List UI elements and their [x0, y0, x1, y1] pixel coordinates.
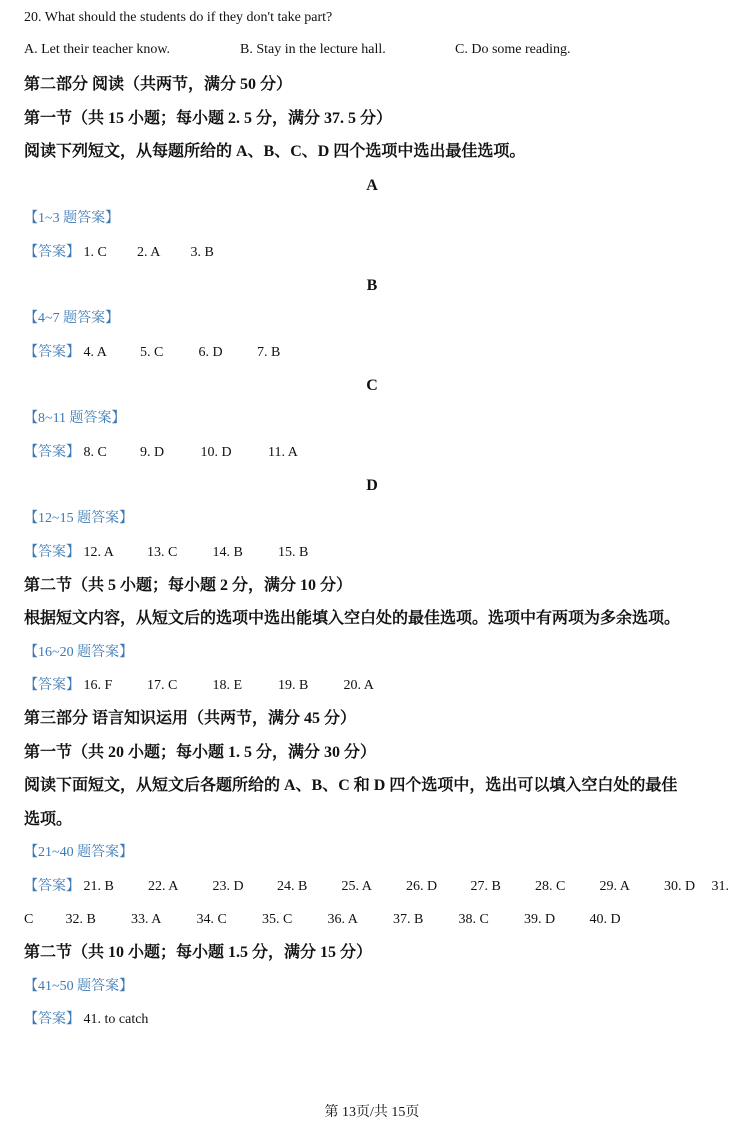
- answer-item: 5. C: [140, 345, 164, 360]
- answer-item: 9. D: [140, 445, 165, 460]
- answer-item: 2. A: [137, 245, 161, 260]
- answer-item: 33. A: [131, 912, 162, 927]
- passage-b-header: 【4~7 题答案】: [24, 311, 120, 326]
- answer-item: 26. D: [406, 879, 438, 894]
- passage-a-header: 【1~3 题答案】: [24, 211, 120, 226]
- answer-item: 37. B: [393, 912, 424, 927]
- passage-c-header: 【8~11 题答案】: [24, 411, 126, 426]
- part3-sec1-answers-line1: [24, 877, 729, 897]
- q20-option-b: B. Stay in the lecture hall.: [240, 42, 386, 57]
- answer-item: 20. A: [343, 678, 374, 693]
- part2-sec2-title: 第二节（共 5 小题；每小题 2 分，满分 10 分）: [24, 577, 353, 594]
- part2-sec2-answers: [24, 676, 374, 696]
- answer-item: 16. F: [83, 678, 113, 693]
- answer-item: 24. B: [277, 879, 308, 894]
- part3-sec1-header: 【21~40 题答案】: [24, 845, 134, 860]
- answer-item: 34. C: [196, 912, 227, 927]
- answer-item: 10. D: [200, 445, 232, 460]
- answer-tag: 【答案】: [24, 879, 80, 894]
- answer-item: 35. C: [262, 912, 293, 927]
- page-footer: 第 13页/共 15页: [324, 1105, 420, 1120]
- answer-item: 6. D: [198, 345, 223, 360]
- answer-item: 39. D: [524, 912, 556, 927]
- answer-item: 23. D: [212, 879, 244, 894]
- answer-item: 17. C: [147, 678, 178, 693]
- passage-letter-a: A: [366, 177, 378, 194]
- answer-item: 40. D: [589, 912, 621, 927]
- answer-item: 22. A: [148, 879, 179, 894]
- answer-item: 21. B: [83, 879, 114, 894]
- answer-tag: 【答案】: [24, 245, 80, 260]
- answer-item: 41. to catch: [83, 1012, 149, 1027]
- part2-title: 第二部分 阅读（共两节，满分 50 分）: [24, 76, 293, 93]
- answer-tag: 【答案】: [24, 1012, 80, 1027]
- part3-sec1-instructions-line1: 阅读下面短文，从短文后各题所给的 A、B、C 和 D 四个选项中，选出可以填入空白处的最佳: [24, 777, 678, 794]
- passage-letter-d: D: [366, 477, 378, 494]
- part3-sec2-answers: [24, 1010, 148, 1030]
- part2-sec2-instructions: 根据短文内容，从短文后的选项中选出能填入空白处的最佳选项。选项中有两项为多余选项。: [24, 610, 681, 627]
- answer-item: 18. E: [212, 678, 243, 693]
- answer-item: 25. A: [341, 879, 372, 894]
- answer-item: 38. C: [458, 912, 489, 927]
- answer-item: C: [24, 912, 34, 927]
- passage-d-answers: [24, 543, 308, 563]
- answer-item: 36. A: [327, 912, 358, 927]
- answer-tag: 【答案】: [24, 445, 80, 460]
- part3-sec1-instructions-line2: 选项。: [24, 811, 73, 828]
- passage-c-answers: [24, 443, 298, 463]
- passage-letter-b: B: [366, 277, 378, 294]
- part3-sec2-header: 【41~50 题答案】: [24, 979, 134, 994]
- answer-item: 11. A: [268, 445, 298, 460]
- part3-sec1-title: 第一节（共 20 小题；每小题 1. 5 分，满分 30 分）: [24, 744, 377, 761]
- q20-option-c: C. Do some reading.: [455, 42, 571, 57]
- answer-item: 19. B: [278, 678, 309, 693]
- answer-item: 7. B: [257, 345, 281, 360]
- part2-sec2-header: 【16~20 题答案】: [24, 645, 134, 660]
- passage-letter-c: C: [366, 377, 378, 394]
- passage-a-answers: [24, 243, 214, 263]
- answer-item: 8. C: [83, 445, 107, 460]
- answer-tag: 【答案】: [24, 678, 80, 693]
- answer-item: 28. C: [535, 879, 566, 894]
- answer-tag: 【答案】: [24, 345, 80, 360]
- part3-title: 第三部分 语言知识运用（共两节，满分 45 分）: [24, 710, 357, 727]
- answer-item: 15. B: [278, 545, 309, 560]
- passage-b-answers: [24, 343, 280, 363]
- answer-item: 29. A: [599, 879, 630, 894]
- q20-option-a: A. Let their teacher know.: [24, 42, 171, 57]
- part3-sec1-answers-line2: [24, 910, 621, 930]
- answer-item: 13. C: [147, 545, 178, 560]
- answer-item: 4. A: [83, 345, 107, 360]
- answer-item: 1. C: [83, 245, 107, 260]
- answer-item: 3. B: [190, 245, 214, 260]
- answer-item: 30. D: [664, 879, 696, 894]
- passage-d-header: 【12~15 题答案】: [24, 511, 134, 526]
- question-20: 20. What should the students do if they don't take part?: [24, 10, 333, 25]
- answer-item: 14. B: [212, 545, 243, 560]
- part3-sec2-title: 第二节（共 10 小题；每小题 1.5 分，满分 15 分）: [24, 944, 373, 961]
- answer-item: 32. B: [65, 912, 96, 927]
- answer-item: 27. B: [470, 879, 501, 894]
- part2-sec1-instructions: 阅读下列短文，从每题所给的 A、B、C、D 四个选项中选出最佳选项。: [24, 143, 526, 160]
- answer-item: 31.: [711, 879, 729, 894]
- part2-sec1-title: 第一节（共 15 小题；每小题 2. 5 分，满分 37. 5 分）: [24, 110, 393, 127]
- answer-item: 12. A: [83, 545, 114, 560]
- answer-tag: 【答案】: [24, 545, 80, 560]
